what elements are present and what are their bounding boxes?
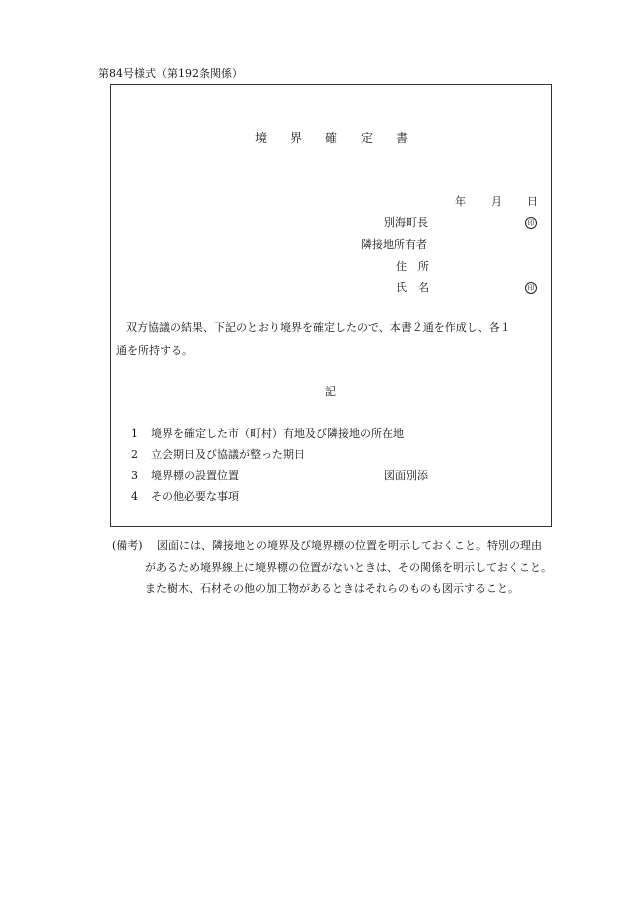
item-number-1: 1 (131, 427, 138, 440)
notes-line-3: また樹木、石材その他の加工物があるときはそれらのものも図示すること。 (145, 582, 519, 595)
title-char-4: 定 (361, 131, 374, 145)
date-year-label: 年 (455, 195, 466, 208)
title-char-3: 確 (325, 131, 338, 145)
title-char-5: 書 (396, 131, 409, 145)
neighbor-seal-mark (525, 281, 537, 294)
date-month-label: 月 (491, 195, 502, 208)
body-text-line-2: 通を所持する。 (116, 344, 193, 357)
item-text-2: 立会期日及び協議が整った期日 (151, 448, 305, 461)
notes-line-1: 図面には、隣接地との境界及び境界標の位置を明示しておくこと。特別の理由 (157, 539, 542, 552)
item-3-note: 図面別添 (384, 469, 428, 482)
body-text-line-1: 双方協議の結果、下記のとおり境界を確定したので、本書２通を作成し、各１ (126, 321, 511, 334)
ki-heading: 記 (325, 385, 336, 398)
item-text-1: 境界を確定した市（町村）有地及び隣接地の所在地 (151, 427, 404, 440)
form-number: 第84号様式（第192条関係） (98, 67, 243, 80)
mayor-label: 別海町長 (384, 216, 428, 229)
seal-icon: 印 (525, 217, 537, 229)
item-text-3: 境界標の設置位置 (151, 469, 239, 482)
address-label: 住 所 (396, 260, 429, 273)
item-text-4: その他必要な事項 (151, 490, 239, 503)
mayor-seal-mark (525, 216, 537, 229)
title-char-1: 境 (255, 131, 268, 145)
seal-icon: 印 (525, 282, 537, 294)
item-number-4: 4 (131, 490, 138, 503)
notes-line-2: があるため境界線上に境界標の位置がないときは、その関係を明示しておくこと。 (145, 561, 552, 574)
neighbor-heading: 隣接地所有者 (361, 238, 427, 251)
notes-label: (備考) (112, 539, 143, 552)
item-number-3: 3 (131, 469, 138, 482)
name-label: 氏 名 (396, 281, 429, 294)
date-day-label: 日 (527, 195, 538, 208)
title-char-2: 界 (290, 131, 303, 145)
item-number-2: 2 (131, 448, 138, 461)
